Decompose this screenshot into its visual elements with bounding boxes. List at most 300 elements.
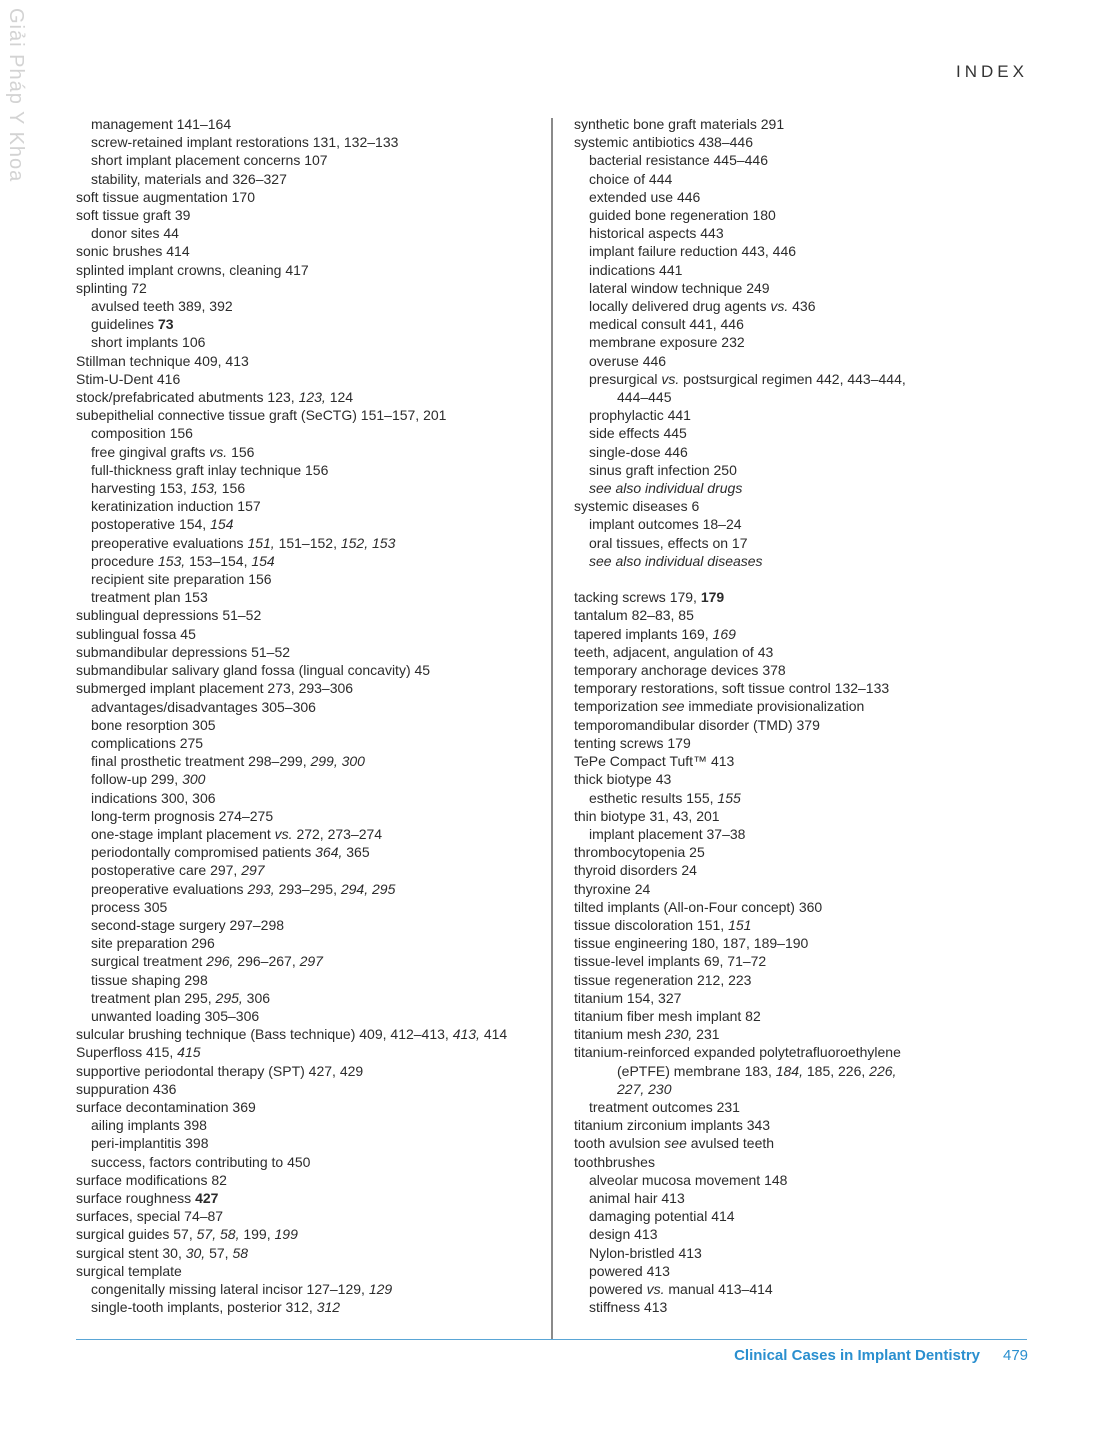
index-subentry (574, 534, 1034, 552)
index-subentry (574, 461, 1034, 479)
entry-text: 169 (712, 625, 736, 642)
index-entry (574, 133, 1034, 151)
entry-text: Superfloss 415, (76, 1044, 178, 1061)
index-subentry (574, 789, 1034, 807)
index-subentry (76, 497, 536, 515)
entry-text: 156 (217, 480, 246, 497)
entry-text: submandibular salivary gland fossa (lingual concavity) 45 (76, 662, 431, 679)
entry-text: unwanted loading 305–306 (91, 1007, 260, 1024)
entry-text: thyroxine 24 (574, 880, 651, 897)
index-entry (76, 1080, 536, 1098)
entry-text: tooth avulsion (574, 1135, 665, 1152)
index-entry (574, 588, 1034, 606)
index-subentry (76, 1153, 536, 1171)
entry-text: tenting screws 179 (574, 734, 691, 751)
index-entry (76, 1098, 536, 1116)
entry-text: 184, (775, 1062, 803, 1079)
index-entry (76, 188, 536, 206)
entry-text: long-term prognosis 274–275 (91, 807, 274, 824)
index-entry (574, 952, 1034, 970)
index-subentry (76, 716, 536, 734)
entry-text: vs. (274, 825, 293, 842)
index-subentry (76, 807, 536, 825)
index-entry (574, 752, 1034, 770)
footer-book-title: Clinical Cases in Implant Dentistry (734, 1347, 980, 1364)
index-entry (76, 625, 536, 643)
index-subentry (574, 1244, 1034, 1262)
entry-text: free gingival grafts (91, 443, 210, 460)
entry-text: full-thickness graft inlay technique 156 (91, 461, 329, 478)
entry-text: Stillman technique 409, 413 (76, 352, 249, 369)
index-subentry (574, 1280, 1034, 1298)
entry-text: bone resorption 305 (91, 716, 216, 733)
entry-text: 294, 295 (340, 880, 396, 897)
index-subentry (76, 861, 536, 879)
section-title: INDEX (956, 62, 1028, 81)
entry-text: suppuration 436 (76, 1080, 177, 1097)
entry-text: esthetic results 155, (589, 789, 718, 806)
index-subentry (76, 789, 536, 807)
index-subentry (76, 570, 536, 588)
index-subentry (76, 479, 536, 497)
entry-text: tissue-level implants 69, 71–72 (574, 953, 767, 970)
entry-text: 226, (869, 1062, 897, 1079)
entry-text: 272, 273–274 (292, 825, 383, 842)
entry-text: 312 (316, 1299, 341, 1316)
entry-text: guided bone regeneration 180 (589, 207, 776, 224)
entry-text: vs. (661, 370, 680, 387)
entry-text: implant failure reduction 443, 446 (589, 243, 797, 260)
index-subentry (76, 1298, 536, 1316)
footer-rule (76, 1339, 1027, 1340)
entry-text: 73 (157, 316, 174, 333)
entry-text: see (664, 1135, 687, 1152)
index-entry (574, 1043, 1034, 1061)
index-subentry (76, 588, 536, 606)
entry-text: 156 (227, 443, 255, 460)
entry-text: sublingual fossa 45 (76, 625, 196, 642)
entry-text: medical consult 441, 446 (589, 316, 744, 333)
entry-text: 179 (700, 589, 725, 606)
index-subentry (76, 825, 536, 843)
index-subentry (574, 424, 1034, 442)
index-subentry (574, 388, 1034, 406)
entry-text: see also individual diseases (589, 552, 763, 569)
entry-text: splinting 72 (76, 279, 147, 296)
entry-text: 57, (205, 1244, 233, 1261)
index-entry (574, 971, 1034, 989)
index-entry (574, 716, 1034, 734)
entry-text: 153, (190, 480, 218, 497)
index-subentry (76, 752, 536, 770)
entry-text: stiffness 413 (589, 1299, 668, 1316)
entry-text: submandibular depressions 51–52 (76, 643, 291, 660)
entry-text: harvesting 153, (91, 480, 191, 497)
entry-text: donor sites 44 (91, 225, 179, 242)
entry-text: single-tooth implants, posterior 312, (91, 1299, 317, 1316)
index-subentry (574, 1225, 1034, 1243)
index-entry (76, 1244, 536, 1262)
entry-text: tacking screws 179, (574, 589, 701, 606)
index-subentry (574, 279, 1034, 297)
entry-text: screw-retained implant restorations 131, 132–133 (91, 134, 399, 151)
entry-text: 293–295, (274, 880, 341, 897)
entry-text: avulsed teeth 389, 392 (91, 298, 233, 315)
entry-text: systemic diseases 6 (574, 498, 700, 515)
index-entry (574, 843, 1034, 861)
index-subentry (574, 151, 1034, 169)
entry-text: 299, 300 (310, 753, 365, 770)
index-entry (574, 1153, 1034, 1171)
entry-text: 199 (274, 1226, 298, 1243)
index-subentry (76, 734, 536, 752)
entry-text: Nylon-bristled 413 (589, 1244, 702, 1261)
entry-text: 227, 230 (617, 1080, 672, 1097)
index-subentry (76, 770, 536, 788)
index-entry (76, 1171, 536, 1189)
entry-text: 306 (242, 989, 271, 1006)
entry-text: sulcular brushing technique (Bass technique) 409, 412–413, (76, 1026, 453, 1043)
entry-text: congenitally missing lateral incisor 127–129, (91, 1281, 369, 1297)
index-subentry (76, 898, 536, 916)
index-entry (574, 1134, 1034, 1152)
index-entry (574, 643, 1034, 661)
entry-text: 124 (325, 389, 354, 406)
watermark: Giải Pháp Y Khoa (5, 8, 27, 183)
entry-text: locally delivered drug agents (589, 298, 771, 315)
entry-text: guidelines (91, 316, 158, 333)
entry-text: tissue discoloration 151, (574, 916, 729, 933)
entry-text: alveolar mucosa movement 148 (589, 1171, 788, 1188)
entry-text: toothbrushes (574, 1153, 655, 1170)
entry-text: vs. (646, 1280, 665, 1297)
entry-text: sinus graft infection 250 (589, 461, 737, 478)
index-subentry (76, 151, 536, 169)
entry-text: treatment plan 295, (91, 989, 216, 1006)
entry-text: synthetic bone graft materials 291 (574, 116, 785, 132)
entry-text: indications 300, 306 (91, 789, 216, 806)
index-subentry (76, 989, 536, 1007)
index-entry (76, 206, 536, 224)
index-entry (76, 370, 536, 388)
entry-text: procedure (91, 552, 158, 569)
index-entry (76, 643, 536, 661)
entry-text: final prosthetic treatment 298–299, (91, 753, 311, 770)
entry-text: 151, (247, 534, 275, 551)
index-entry (76, 388, 536, 406)
entry-text: lateral window technique 249 (589, 279, 770, 296)
entry-text: 123, (298, 389, 326, 406)
entry-text: 296–267, (233, 953, 300, 970)
entry-text: management 141–164 (91, 116, 232, 132)
entry-text: surgical guides 57, (76, 1226, 197, 1243)
index-subentry (76, 297, 536, 315)
index-entry (76, 1043, 536, 1061)
index-entry (574, 1007, 1034, 1025)
index-subentry (76, 315, 536, 333)
index-entry (76, 661, 536, 679)
index-subentry (574, 170, 1034, 188)
entry-text: treatment outcomes 231 (589, 1098, 740, 1115)
entry-text: 30, (185, 1244, 206, 1261)
entry-text: tilted implants (All-on-Four concept) 360 (574, 898, 823, 915)
entry-text: (ePTFE) membrane 183, (617, 1062, 776, 1079)
entry-text: surfaces, special 74–87 (76, 1208, 224, 1225)
index-entry (76, 1262, 536, 1280)
entry-text: titanium-reinforced expanded polytetrafluoroethylene (574, 1044, 901, 1061)
index-subentry (76, 880, 536, 898)
entry-text: postsurgical regimen 442, 443–444, (679, 370, 906, 387)
entry-text: 199, (239, 1226, 275, 1243)
entry-text: 297 (299, 953, 323, 970)
entry-text: tissue engineering 180, 187, 189–190 (574, 935, 809, 952)
index-subentry (574, 825, 1034, 843)
index-entry (574, 625, 1034, 643)
index-subentry (574, 242, 1034, 260)
index-subentry (574, 1298, 1034, 1316)
entry-text: 427 (195, 1189, 219, 1206)
entry-text: thrombocytopenia 25 (574, 844, 705, 861)
entry-text: soft tissue augmentation 170 (76, 188, 256, 205)
index-subentry (76, 971, 536, 989)
entry-text: powered (589, 1280, 647, 1297)
entry-text: Stim-U-Dent 416 (76, 370, 181, 387)
index-entry (76, 1207, 536, 1225)
entry-text: 413, (452, 1026, 480, 1043)
entry-text: single-dose 446 (589, 443, 688, 460)
entry-text: titanium zirconium implants 343 (574, 1117, 771, 1134)
column-divider (551, 118, 553, 1339)
index-entry (574, 861, 1034, 879)
entry-text: TePe Compact Tuft™ 413 (574, 753, 735, 770)
entry-text: surface roughness (76, 1189, 196, 1206)
entry-text: design 413 (589, 1226, 658, 1243)
index-entry (76, 352, 536, 370)
index-subentry (76, 333, 536, 351)
entry-text: 364, (315, 844, 343, 861)
index-entry (76, 1062, 536, 1080)
index-subentry (76, 515, 536, 533)
index-subentry (76, 934, 536, 952)
entry-text: 58 (232, 1244, 249, 1261)
entry-text: titanium 154, 327 (574, 989, 682, 1006)
entry-text: treatment plan 153 (91, 589, 208, 606)
index-subentry (76, 424, 536, 442)
entry-text: recipient site preparation 156 (91, 571, 272, 588)
index-entry (574, 880, 1034, 898)
entry-text: 154 (210, 516, 234, 533)
entry-text: surgical stent 30, (76, 1244, 186, 1261)
entry-text: avulsed teeth (686, 1135, 775, 1152)
entry-text: supportive periodontal therapy (SPT) 427, 429 (76, 1062, 364, 1079)
entry-text: manual 413–414 (664, 1280, 773, 1297)
index-subentry (574, 1080, 1034, 1098)
entry-text: postoperative care 297, (91, 862, 242, 879)
entry-text: animal hair 413 (589, 1189, 685, 1206)
index-entry (574, 770, 1034, 788)
index-entry (76, 1189, 536, 1207)
entry-text: temporomandibular disorder (TMD) 379 (574, 716, 820, 733)
index-subentry (76, 115, 536, 133)
entry-text: one-stage implant placement (91, 825, 275, 842)
index-subentry (574, 352, 1034, 370)
index-entry (574, 898, 1034, 916)
index-subentry (574, 1171, 1034, 1189)
index-entry (76, 242, 536, 260)
entry-text: thick biotype 43 (574, 771, 672, 788)
entry-text: choice of 444 (589, 170, 673, 187)
entry-text: 154 (251, 552, 275, 569)
entry-text: subepithelial connective tissue graft (SeCTG) 151–157, 201 (76, 407, 447, 424)
entry-text: immediate provisionalization (684, 698, 865, 715)
index-subentry (76, 170, 536, 188)
index-subentry (76, 1116, 536, 1134)
entry-text: second-stage surgery 297–298 (91, 916, 285, 933)
entry-text: 152, 153 (340, 534, 396, 551)
entry-text: keratinization induction 157 (91, 498, 261, 515)
entry-text: 231 (692, 1026, 720, 1043)
entry-text: 297 (241, 862, 265, 879)
index-entry (574, 989, 1034, 1007)
entry-text: side effects 445 (589, 425, 687, 442)
entry-text: surgical treatment (91, 953, 207, 970)
entry-text: success, factors contributing to 450 (91, 1153, 311, 1170)
entry-text: 185, 226, (802, 1062, 870, 1079)
index-entry (574, 606, 1034, 624)
entry-text: short implants 106 (91, 334, 206, 351)
entry-text: 295, (215, 989, 243, 1006)
index-subentry (76, 443, 536, 461)
index-subentry (574, 515, 1034, 533)
index-subentry (574, 261, 1034, 279)
entry-text: 415 (177, 1044, 201, 1061)
index-subentry (76, 224, 536, 242)
entry-text: prophylactic 441 (589, 407, 691, 424)
entry-text: oral tissues, effects on 17 (589, 534, 748, 551)
entry-text: extended use 446 (589, 188, 701, 205)
index-subentry (76, 1134, 536, 1152)
index-entry (574, 661, 1034, 679)
index-subentry (76, 843, 536, 861)
entry-text: 57, 58, (196, 1226, 240, 1243)
entry-text: 129 (368, 1281, 393, 1297)
entry-text: vs. (209, 443, 228, 460)
entry-text: thyroid disorders 24 (574, 862, 697, 879)
entry-text: preoperative evaluations (91, 880, 248, 897)
index-subentry (574, 333, 1034, 351)
entry-text: ailing implants 398 (91, 1117, 207, 1134)
entry-text: see (661, 698, 685, 715)
index-entry (76, 1025, 536, 1043)
entry-text: sublingual depressions 51–52 (76, 607, 262, 624)
entry-text: postoperative 154, (91, 516, 211, 533)
index-subentry (574, 188, 1034, 206)
index-subentry (574, 406, 1034, 424)
index-subentry (574, 1189, 1034, 1207)
entry-text: follow-up 299, (91, 771, 183, 788)
entry-text: surgical template (76, 1262, 182, 1279)
index-subentry (574, 206, 1034, 224)
index-entry (76, 606, 536, 624)
index-subentry (574, 315, 1034, 333)
entry-text: tissue shaping 298 (91, 971, 208, 988)
index-entry (574, 934, 1034, 952)
index-subentry (574, 443, 1034, 461)
entry-text: 293, (247, 880, 275, 897)
index-entry (76, 279, 536, 297)
entry-text: temporization (574, 698, 662, 715)
index-subentry (76, 916, 536, 934)
entry-text: vs. (770, 298, 789, 315)
index-entry (574, 1025, 1034, 1043)
index-column-right (574, 115, 1034, 1316)
entry-text: membrane exposure 232 (589, 334, 745, 351)
index-entry (76, 1225, 536, 1243)
index-subentry (574, 552, 1034, 570)
entry-text: surface modifications 82 (76, 1171, 227, 1188)
entry-text: 153–154, (185, 552, 252, 569)
index-subentry (76, 698, 536, 716)
index-subentry (574, 1207, 1034, 1225)
index-subentry (76, 133, 536, 151)
entry-text: temporary anchorage devices 378 (574, 662, 786, 679)
entry-text: surface decontamination 369 (76, 1098, 256, 1115)
entry-text: short implant placement concerns 107 (91, 152, 328, 169)
entry-text: splinted implant crowns, cleaning 417 (76, 261, 309, 278)
entry-text: titanium fiber mesh implant 82 (574, 1007, 761, 1024)
entry-text: 365 (342, 844, 370, 861)
index-entry (574, 734, 1034, 752)
entry-text: see also individual drugs (589, 480, 743, 497)
index-subentry (76, 552, 536, 570)
index-entry (574, 697, 1034, 715)
entry-text: tissue regeneration 212, 223 (574, 971, 752, 988)
entry-text: stability, materials and 326–327 (91, 170, 287, 187)
index-entry (574, 916, 1034, 934)
index-subentry (76, 461, 536, 479)
entry-text: overuse 446 (589, 352, 667, 369)
entry-text: stock/prefabricated abutments 123, (76, 389, 299, 406)
entry-text: periodontally compromised patients (91, 844, 316, 861)
entry-text: 153, (157, 552, 186, 569)
entry-text: implant outcomes 18–24 (589, 516, 742, 533)
index-subentry (574, 1098, 1034, 1116)
entry-text: historical aspects 443 (589, 225, 724, 242)
entry-text: preoperative evaluations (91, 534, 248, 551)
index-subentry (76, 952, 536, 970)
index-entry (574, 807, 1034, 825)
entry-text: 151 (728, 916, 752, 933)
entry-text: 444–445 (617, 389, 672, 406)
entry-text: systemic antibiotics 438–446 (574, 134, 753, 151)
index-subentry (574, 1262, 1034, 1280)
entry-text: tapered implants 169, (574, 625, 713, 642)
entry-text: site preparation 296 (91, 935, 215, 952)
entry-text: 300 (182, 771, 206, 788)
entry-text: powered 413 (589, 1262, 670, 1279)
entry-text: 230, (665, 1026, 693, 1043)
index-subentry (574, 297, 1034, 315)
entry-gap (574, 570, 1034, 588)
entry-text: advantages/disadvantages 305–306 (91, 698, 316, 715)
index-subentry (574, 1062, 1034, 1080)
entry-text: peri-implantitis 398 (91, 1135, 209, 1152)
entry-text: presurgical (589, 370, 662, 387)
entry-text: 414 (479, 1026, 508, 1043)
entry-text: 436 (788, 298, 816, 315)
index-subentry (574, 479, 1034, 497)
entry-text: titanium mesh (574, 1026, 666, 1043)
